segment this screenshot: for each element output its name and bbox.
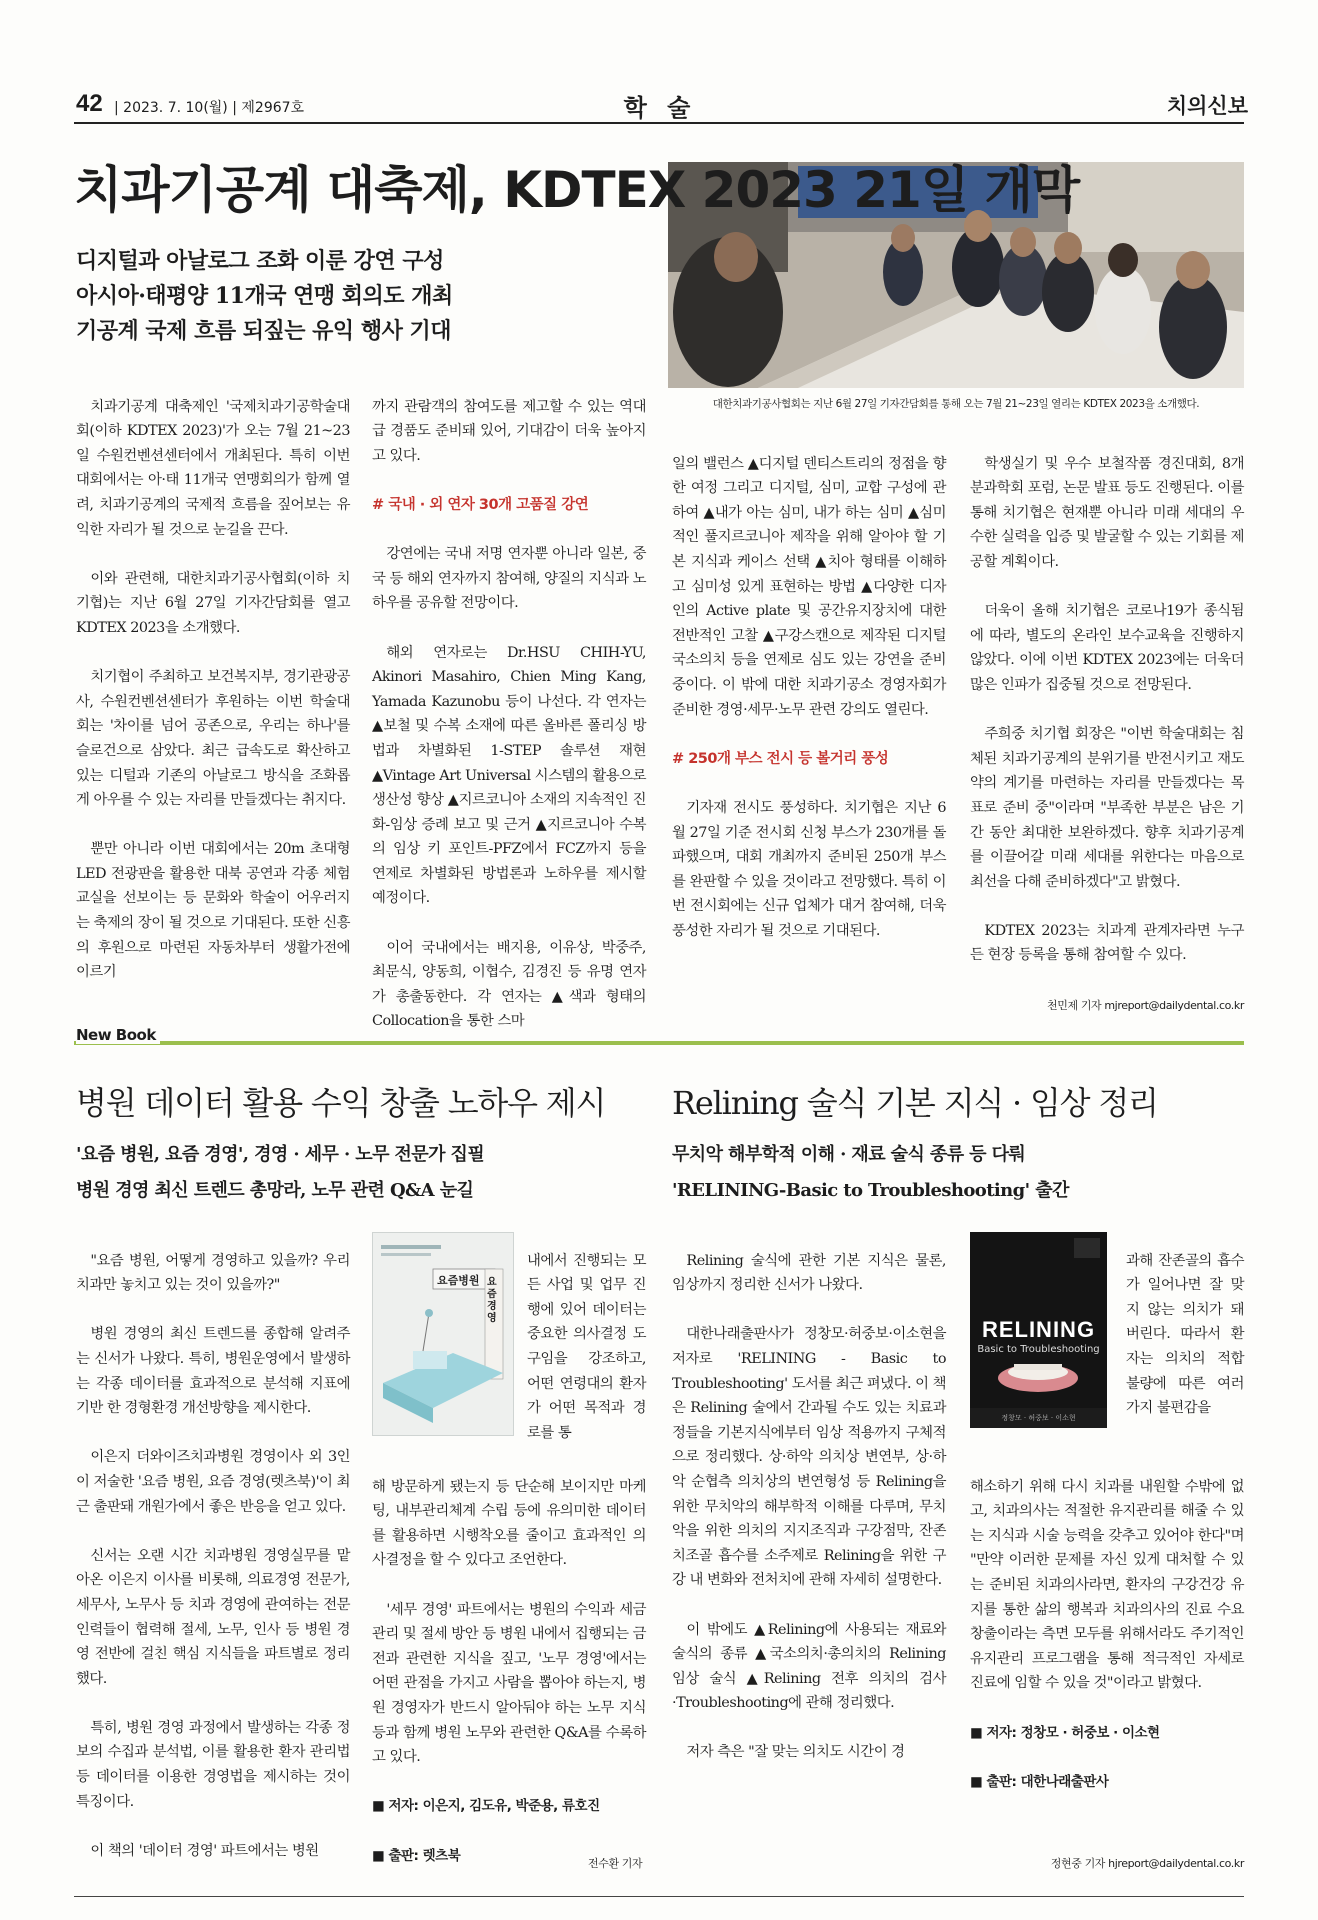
paragraph: 까지 관람객의 참여도를 제고할 수 있는 역대급 경품도 준비돼 있어, 기대감이 더욱 높아지고 있다. — [372, 398, 646, 464]
paragraph: 일의 밸런스 ▲디지털 덴티스트리의 정점을 향한 여정 그리고 디지털, 심미, 교합 구성에 관하여 ▲내가 아는 심미, 내가 하는 심미 ▲심미적인 풀지르코니아 제작을 위해 알아야 할 기본 지식과 케이스 선택 ▲치아 형태를 이해하고 심미성 있게 표현하는 방법 ▲다양한 디자인의 Active plate 및 공간유지장치에 대한 전반적인 고찰 ▲구강스캔으로 제작된 디지털 국소의치 등을 연제로 심도 있는 강연을 준비 중이다. 이 밖에 대한 치과기공소 경영자회가 준비한 경영·세무·노무 관련 강의도 열린다. — [672, 455, 946, 718]
article-subhead: 기공계 국제 흐름 되짚는 유익 행사 기대 — [76, 318, 451, 344]
book-cover-title-vertical: 요즘경영 — [487, 1277, 497, 1324]
paragraph: "요즘 병원, 어떻게 경영하고 있을까? 우리 치과만 놓치고 있는 것이 있을까?" — [76, 1252, 350, 1294]
issue-date: | 2023. 7. 10(월) | 제2967호 — [114, 100, 305, 116]
book-column-3 — [672, 1224, 946, 1790]
book-cover-title: 요즘병원 — [437, 1274, 480, 1287]
paragraph: 기자재 전시도 풍성하다. 치기협은 지난 6월 27일 기준 전시회 신청 부스가 230개를 돌파했으며, 대회 개최까지 준비된 250개 부스를 완판할 수 있을 것이라고 전망했다. 특히 이번 전시회에는 신규 업체가 대거 참여해, 더욱 풍성한 자리가 될 것으로 기대된다. — [672, 799, 946, 939]
book-column-2 — [372, 1450, 646, 1893]
paragraph: 더욱이 올해 치기협은 코로나19가 종식됨에 따라, 별도의 온라인 보수교육을 진행하지 않았다. 이에 이번 KDTEX 2023에는 더욱더 많은 인파가 집중될 것으로 전망된다. — [970, 603, 1244, 693]
book-column-2-side — [527, 1224, 646, 1470]
section-heading: # 국내 · 외 연자 30개 고품질 강연 — [372, 496, 589, 513]
book-column-4 — [970, 1450, 1244, 1819]
paragraph: 치과기공계 대축제인 '국제치과기공학술대회(이하 KDTEX 2023)'가 오는 7월 21~23일 수원컨벤션센터에서 개최된다. 특히 이번 대회에서는 아·태 11개국 연맹회의가 함께 열려, 치과기공계의 국제적 흐름을 짚어보는 유익한 자리가 될 것으로 눈길을 끈다. — [76, 398, 350, 538]
book-publisher: ■ 출판: 대한나래출판사 — [970, 1773, 1109, 1790]
paragraph: 이 책의 '데이터 경영' 파트에서는 병원 — [90, 1842, 319, 1859]
book-cover-subtitle: Basic to Troubleshooting — [977, 1344, 1100, 1355]
article-column-3 — [672, 427, 946, 968]
article-subhead: 디지털과 아날로그 조화 이룬 강연 구성 — [76, 248, 444, 274]
photo-caption: 대한치과기공사협회는 지난 6월 27일 기자간담회를 통해 오는 7월 21~23일 열리는 KDTEX 2023을 소개했다. — [712, 398, 1200, 410]
paragraph: KDTEX 2023는 치과계 관계자라면 누구든 현장 등록을 통해 참여할 수 있다. — [970, 922, 1244, 964]
article-headline: 치과기공계 대축제, KDTEX 2023 21일 개막 — [74, 161, 1080, 219]
reporter-byline: 정현중 기자 hjreport@dailydental.co.kr — [1050, 1857, 1244, 1870]
publication-name: 치의신보 — [1166, 94, 1248, 118]
book-article-subhead: 무치악 해부학적 이해 · 재료 술식 종류 등 다뤄 — [672, 1144, 1026, 1165]
paragraph: 해소하기 위해 다시 치과를 내원할 수밖에 없고, 치과의사는 적절한 유지관리를 해줄 수 있는 지식과 시술 능력을 갖추고 있어야 한다"며 "만약 이러한 문제를 자신 있게 대처할 수 있는 준비된 치과의사라면, 환자의 구강건강 유지를 통한 삶의 행복과 치과의사의 진료 수요 창출이라는 측면 모두를 위해서라도 주기적인 유지관리 프로그램을 통해 적극적인 자세로 진료에 임할 수 있을 것"이라고 밝혔다. — [970, 1478, 1244, 1692]
reporter-byline: 전수환 기자 — [588, 1857, 643, 1870]
paragraph: 강연에는 국내 저명 연자뿐 아니라 일본, 중국 등 해외 연자까지 참여해, 양질의 지식과 노하우를 공유할 전망이다. — [372, 546, 646, 612]
header-rule — [74, 122, 1244, 124]
paragraph: 이은지 더와이즈치과병원 경영이사 외 3인이 저술한 '요즘 병원, 요즘 경영(렛츠북)'이 최근 출판돼 개원가에서 좋은 반응을 얻고 있다. — [76, 1449, 350, 1515]
paragraph: 해외 연자로는 Dr.HSU CHIH-YU, Akinori Masahiro, Chien Ming Kang, Yamada Kazunobu 등이 나선다. 각 연자는 ▲보철 및 수복 소재에 따른 올바른 폴리싱 방법과 차별화된 1-STEP 솔루션 재현 ▲Vintage Art Universal 시스템의 활용으로 생산성 향상 ▲지르코니아 소재의 지속적인 진화-임상 증례 보고 및 근거 ▲지르코니아 수복의 임상 키 포인트-PFZ에서 FCZ까지 등을 연제로 차별화된 방법론과 노하우를 제시할 예정이다. — [372, 644, 646, 907]
book-article-subhead: 'RELINING-Basic to Troubleshooting' 출간 — [672, 1180, 1069, 1201]
book-cover-image — [372, 1232, 514, 1436]
paragraph: 이어 국내에서는 배지용, 이유상, 박중주, 최문식, 양동희, 이협수, 김경진 등 유명 연자가 총출동한다. 각 연자는 ▲색과 형태의 Collocation을 통한 스마 — [372, 939, 646, 1030]
article-column-1 — [76, 370, 350, 1009]
book-article-subhead: 병원 경영 최신 트렌드 총망라, 노무 관련 Q&A 눈길 — [76, 1180, 474, 1201]
book-authors: ■ 저자: 이은지, 김도유, 박준용, 류호진 — [372, 1798, 600, 1815]
section-title: 학 술 — [623, 94, 697, 122]
book-cover-title: RELINING — [981, 1317, 1096, 1342]
book-article-title: 병원 데이터 활용 수익 창출 노하우 제시 — [76, 1084, 606, 1122]
book-cover-image — [970, 1232, 1107, 1428]
article-subhead: 아시아·태평양 11개국 연맹 회의도 개최 — [76, 283, 453, 309]
article-column-4 — [970, 427, 1244, 993]
book-column-1 — [76, 1224, 350, 1888]
book-publisher: ■ 출판: 렛츠북 — [372, 1847, 461, 1864]
book-column-4-side — [1126, 1224, 1244, 1445]
section-heading: # 250개 부스 전시 등 볼거리 풍성 — [672, 750, 889, 767]
book-cover-illustration — [373, 1233, 513, 1435]
paragraph: 특히, 병원 경영 과정에서 발생하는 각종 정보의 수집과 분석법, 이를 활용한 환자 관리법 등 데이터를 이용한 경영법을 제시하는 것이 특징이다. — [76, 1719, 350, 1810]
book-cover-authors: 정창모 · 허중보 · 이소현 — [1001, 1414, 1076, 1422]
paragraph: 신서는 오랜 시간 치과병원 경영실무를 맡아온 이은지 이사를 비롯해, 의료경영 전문가, 세무사, 노무사 등 치과 경영에 관여하는 전문 인력들이 협력해 절세, 노무, 인사 등 병원 경영 전반에 걸친 핵심 지식들을 파트별로 정리했다. — [76, 1547, 350, 1687]
paragraph: 치기협이 주최하고 보건복지부, 경기관광공사, 수원컨벤션센터가 후원하는 이번 학술대회는 '차이를 넘어 공존으로, 우리는 하나'를 슬로건으로 삼았다. 최근 급속도로 확산하고 있는 디털과 기존의 아날로그 방식을 조화롭게 아우를 수 있는 자리를 만들겠다는 취지다. — [76, 669, 350, 809]
book-article-title: Relining 술식 기본 지식 · 임상 정리 — [672, 1084, 1158, 1122]
new-book-label: New Book — [76, 1026, 160, 1044]
book-article-subhead: '요즘 병원, 요즘 경영', 경영 · 세무 · 노무 전문가 집필 — [76, 1144, 485, 1165]
article-column-2 — [372, 370, 646, 1059]
paragraph: 과해 잔존골의 흡수가 일어나면 잘 맞지 않는 의치가 돼버린다. 따라서 환자는 의치의 적합 불량에 따른 여러 가지 불편감을 — [1126, 1252, 1244, 1417]
paragraph: 병원 경영의 최신 트렌드를 종합해 알려주는 신서가 나왔다. 특히, 병원운영에서 발생하는 각종 데이터를 효과적으로 분석해 지표에 기반 한 경형환경 개선방향을 제시한다. — [76, 1326, 350, 1417]
paragraph: 학생실기 및 우수 보철작품 경진대회, 8개 분과학회 포럼, 논문 발표 등도 진행된다. 이를 통해 치기협은 현재뿐 아니라 미래 세대의 우수한 실력을 입증 및 발굴할 수 있는 기회를 제공할 계획이다. — [970, 455, 1244, 570]
paragraph: 이와 관련해, 대한치과기공사협회(이하 치기협)는 지난 6월 27일 기자간담회를 열고 KDTEX 2023을 소개했다. — [76, 570, 350, 636]
paragraph: 대한나래출판사가 정창모·허중보·이소현을 저자로 'RELINING - Basic to Troubleshooting' 도서를 최근 펴냈다. 이 책은 Relining 술에서 간과될 수도 있는 치료과정들을 기본지식에부터 임상 적용까지 구체적으로 정리했다. 상·하악 의치상 변연부, 상·하악 순협측 의치상의 변연형성 등 Relining을 위한 무치악의 해부학적 이해를 다루며, 무치악을 위한 의치의 지지조직과 구강점막, 잔존치조골 흡수를 소주제로 Relining을 위한 구강 내 변화와 전처치에 관해 자세히 설명한다. — [672, 1326, 947, 1589]
book-authors: ■ 저자: 정창모 · 허중보 · 이소현 — [970, 1724, 1160, 1741]
paragraph: 저자 측은 "잘 맞는 의치도 시간이 경 — [686, 1744, 905, 1761]
reporter-byline: 천민제 기자 mjreport@dailydental.co.kr — [1047, 999, 1244, 1012]
paragraph: 뿐만 아니라 이번 대회에서는 20m 초대형 LED 전광판을 활용한 대북 공연과 각종 체험 교실을 선보이는 등 문화와 학술이 어우러지는 축제의 장이 될 것으로 기대된다. 또한 신흥의 후원으로 마련된 자동차부터 생활가전에 이르기 — [76, 841, 350, 981]
paragraph: 이 밖에도 ▲Relining에 사용되는 재료와 술식의 종류 ▲국소의치·총의치의 Relining 임상 술식 ▲Relining 전후 의치의 검사·Troubleshooting에 관해 정리했다. — [672, 1621, 946, 1712]
paragraph: 내에서 진행되는 모든 사업 및 업무 진행에 있어 데이터는 중요한 의사결정 도구임을 강조하고, 어떤 연령대의 환자가 어떤 목적과 경로를 통 — [527, 1252, 646, 1441]
paragraph: 해 방문하게 됐는지 등 단순해 보이지만 마케팅, 내부관리체계 수립 등에 유의미한 데이터를 활용하면 시행착오를 줄이고 효과적인 의사결정을 할 수 있다고 조언한다. — [372, 1478, 646, 1569]
paragraph: '세무 경영' 파트에서는 병원의 수익과 세금 관리 및 절세 방안 등 병원 내에서 집행되는 금전과 관련한 지식을 짚고, '노무 경영'에서는 어떤 관점을 가지고 사람을 뽑아야 하는지, 병원 경영자가 반드시 알아둬야 하는 노무 지식 등과 함께 병원 노무와 관련한 Q&A를 수록하고 있다. — [372, 1601, 646, 1766]
paragraph: 주희중 치기협 회장은 "이번 학술대회는 침체된 치과기공계의 분위기를 반전시키고 재도약의 계기를 마련하는 자리를 만들겠다는 목표로 준비 중"이라며 "부족한 부분은 남은 기간 동안 최대한 보완하겠다. 향후 치과기공계를 이끌어갈 미래 세대를 위한다는 마음으로 최선을 다해 준비하겠다"고 밝혔다. — [970, 726, 1244, 890]
footer-rule — [74, 1896, 1244, 1897]
page-number: 42 — [76, 90, 103, 117]
new-book-rule — [74, 1041, 1244, 1045]
paragraph: Relining 술식에 관한 기본 지식은 물론, 임상까지 정리한 신서가 나왔다. — [672, 1252, 946, 1294]
